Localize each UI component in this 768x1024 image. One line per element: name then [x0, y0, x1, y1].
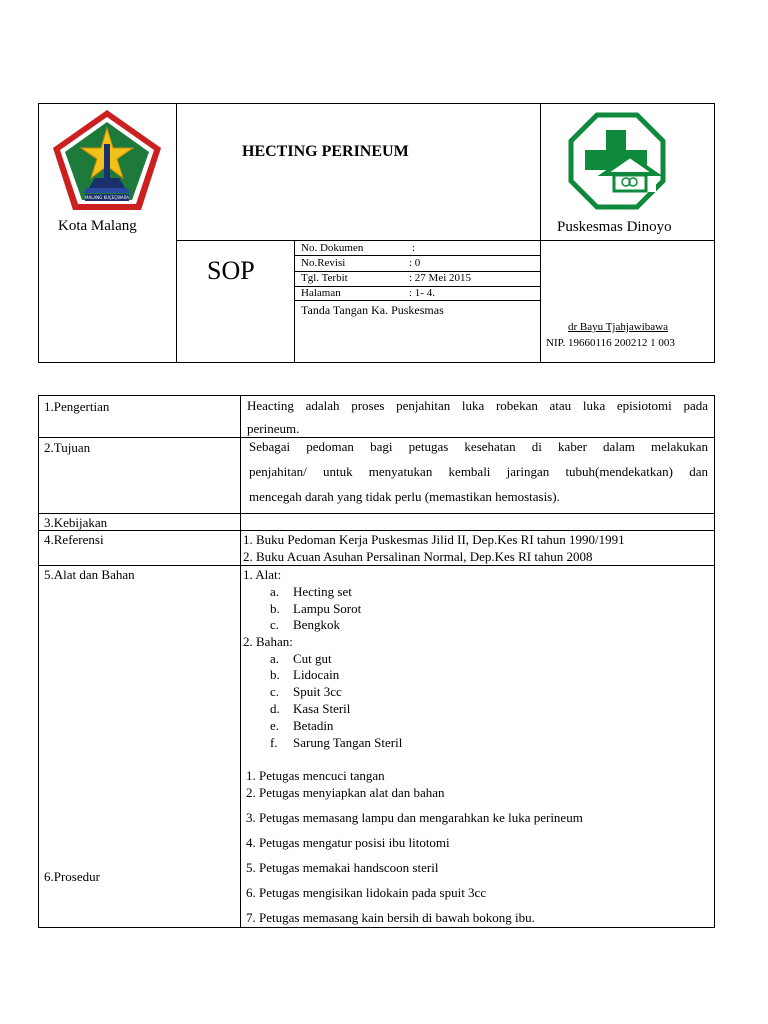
- procedure-step: 6. Petugas mengisikan lidokain pada spuit 3cc: [246, 885, 487, 900]
- alat-heading: 1. Alat:: [243, 567, 282, 582]
- right-org-name: Puskesmas Dinoyo: [557, 219, 672, 235]
- signer-name: dr Bayu Tjahjawibawa: [568, 321, 668, 333]
- sop-label: SOP: [207, 256, 255, 285]
- kota-malang-logo: [51, 108, 163, 212]
- row-label-referensi: 4.Referensi: [44, 532, 104, 547]
- meta-value: : 27 Mei 2015: [409, 272, 472, 284]
- list-item: Bengkok: [293, 617, 340, 632]
- list-item: Spuit 3cc: [293, 684, 342, 699]
- procedure-step: 7. Petugas memasang kain bersih di bawah bokong ibu.: [246, 910, 535, 925]
- row-label-tujuan: 2.Tujuan: [44, 440, 91, 455]
- bahan-heading: 2. Bahan:: [243, 634, 293, 649]
- tujuan-line: penjahitan/ untuk menyatukan kembali jaringan tubuh(mendekatkan) dan: [249, 464, 708, 479]
- list-item: Lampu Sorot: [293, 601, 362, 616]
- procedure-step: 5. Petugas memakai handscoon steril: [246, 860, 439, 875]
- pengertian-line: Heacting adalah proses penjahitan luka robekan atau luka episiotomi pada: [247, 398, 708, 413]
- page-title: HECTING PERINEUM: [242, 143, 409, 160]
- referensi-item: 1. Buku Pedoman Kerja Puskesmas Jilid II, Dep.Kes RI tahun 1990/1991: [243, 532, 625, 547]
- procedure-step: 1. Petugas mencuci tangan: [246, 768, 385, 783]
- list-marker: a.: [270, 651, 280, 666]
- procedure-step: 2. Petugas menyiapkan alat dan bahan: [246, 785, 445, 800]
- list-item: Betadin: [293, 718, 334, 733]
- tujuan-line: mencegah darah yang tidak perlu (memastikan hemostasis).: [249, 489, 560, 504]
- left-org-name: Kota Malang: [58, 218, 137, 234]
- list-marker: b.: [270, 667, 280, 682]
- meta-label: No.Revisi: [301, 257, 346, 269]
- meta-value: :: [412, 242, 416, 254]
- meta-value: : 1- 4.: [409, 287, 435, 299]
- row-label-kebijakan: 3.Kebijakan: [44, 515, 108, 530]
- list-item: Cut gut: [293, 651, 332, 666]
- list-marker: c.: [270, 617, 280, 632]
- list-item: Hecting set: [293, 584, 352, 599]
- row-label-alat-bahan: 5.Alat dan Bahan: [44, 567, 135, 582]
- row-label-pengertian: 1.Pengertian: [44, 399, 110, 414]
- procedure-step: 4. Petugas mengatur posisi ibu litotomi: [246, 835, 450, 850]
- list-item: Lidocain: [293, 667, 340, 682]
- list-marker: a.: [270, 584, 280, 599]
- pengertian-line: perineum.: [247, 421, 300, 436]
- meta-label: Halaman: [301, 287, 341, 299]
- list-marker: d.: [270, 701, 280, 716]
- procedure-step: 3. Petugas memasang lampu dan mengarahkan ke luka perineum: [246, 810, 583, 825]
- signature-label: Tanda Tangan Ka. Puskesmas: [301, 303, 444, 317]
- row-label-prosedur: 6.Prosedur: [44, 869, 100, 884]
- list-item: Kasa Steril: [293, 701, 351, 716]
- list-marker: e.: [270, 718, 280, 733]
- list-marker: c.: [270, 684, 280, 699]
- list-marker: b.: [270, 601, 280, 616]
- meta-value: : 0: [409, 257, 421, 269]
- signer-nip: NIP. 19660116 200212 1 003: [546, 337, 675, 349]
- list-item: Sarung Tangan Steril: [293, 735, 403, 750]
- tujuan-line: Sebagai pedoman bagi petugas kesehatan di kaber dalam melakukan: [249, 439, 708, 454]
- logo-caption: MALANG KUÇEÇWARA: [85, 195, 129, 200]
- referensi-item: 2. Buku Acuan Asuhan Persalinan Normal, Dep.Kes RI tahun 2008: [243, 549, 593, 564]
- meta-label: Tgl. Terbit: [301, 272, 348, 284]
- puskesmas-logo: [568, 112, 666, 210]
- list-marker: f.: [270, 735, 278, 750]
- meta-label: No. Dokumen: [301, 242, 364, 254]
